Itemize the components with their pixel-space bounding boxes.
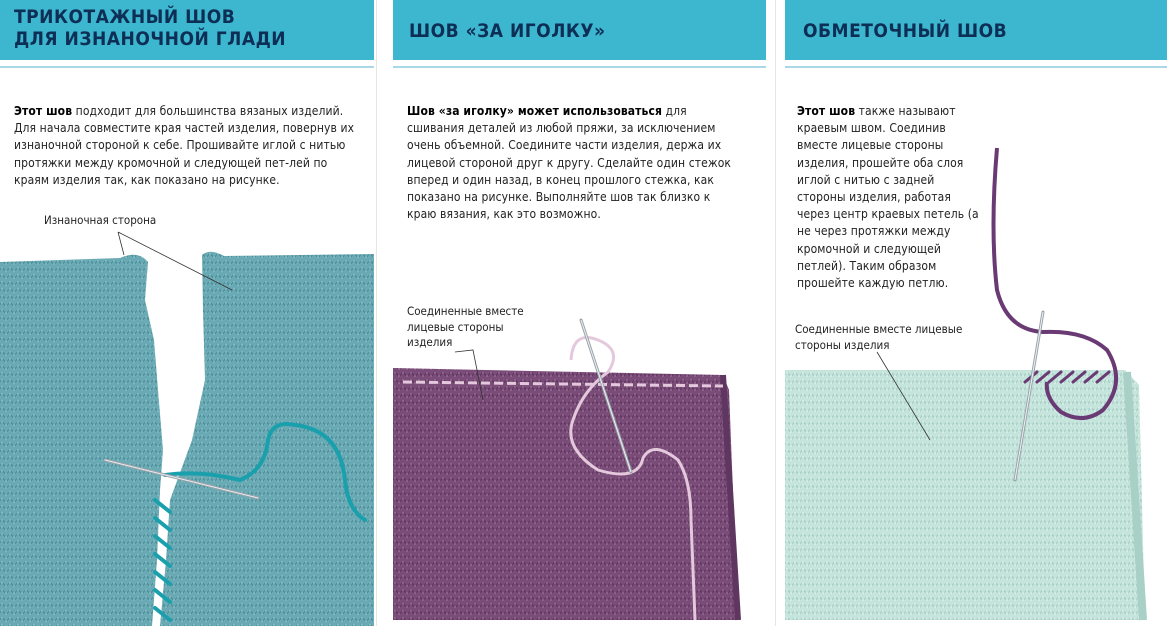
mint-knit-piece xyxy=(785,370,1145,620)
panel-2 xyxy=(393,0,766,626)
panel-2-body-text: Шов «за иголку» может использоваться для сшивания деталей из любой пряжи, за исключением очень объемной. Соедините части изделия, держа их лицевой стороной друг к другу. Сделайте один стежок вперед и один назад, в конец прошлого стежка, как показано на рисунке. Выполняйте шов так близко к краю вязания, как это возможно. xyxy=(407,104,732,222)
panel-1-body-text: Этот шов подходит для большинства вязаных изделий. Для начала совместите края частей изделия, повернув их изнаночной стороной к себе. Прошивайте иглой с нитью протяжки между кромочной и следующей пет-лей по краям изделия так, как показано на рисунке. xyxy=(14,104,355,187)
panel-3-body-text: Этот шов также называют краевым швом. Соединив вместе лицевые стороны изделия, прошейте оба слоя иглой с нитью с задней стороны изделия, работая через центр краевых петель (а не через протяжки между кромочной и следующей петлей). Таким образом прошейте каждую петлю. xyxy=(797,104,979,291)
separator-2 xyxy=(775,0,776,626)
panel-2-title: ШОВ «ЗА ИГОЛКУ» xyxy=(409,20,606,42)
panel-3-callout-label: Соединенные вместе лицевые стороны изделия xyxy=(795,322,963,352)
panel-1-callout-label: Изнаночная сторона xyxy=(44,213,157,227)
purl-seam-illustration xyxy=(0,0,374,626)
left-knit-piece xyxy=(0,255,163,626)
panel-1 xyxy=(0,0,374,626)
panel-3 xyxy=(785,0,1167,626)
panel-2-callout-label: Соединенные вместе лицевые стороны изделия xyxy=(407,304,524,349)
panel-1-title: ТРИКОТАЖНЫЙ ШОВ ДЛЯ ИЗНАНОЧНОЙ ГЛАДИ xyxy=(14,6,287,50)
purple-knit-piece xyxy=(393,368,738,620)
panel-3-title: ОБМЕТОЧНЫЙ ШОВ xyxy=(803,20,1008,42)
overcast-seam-illustration xyxy=(785,0,1167,626)
separator-1 xyxy=(376,0,377,626)
